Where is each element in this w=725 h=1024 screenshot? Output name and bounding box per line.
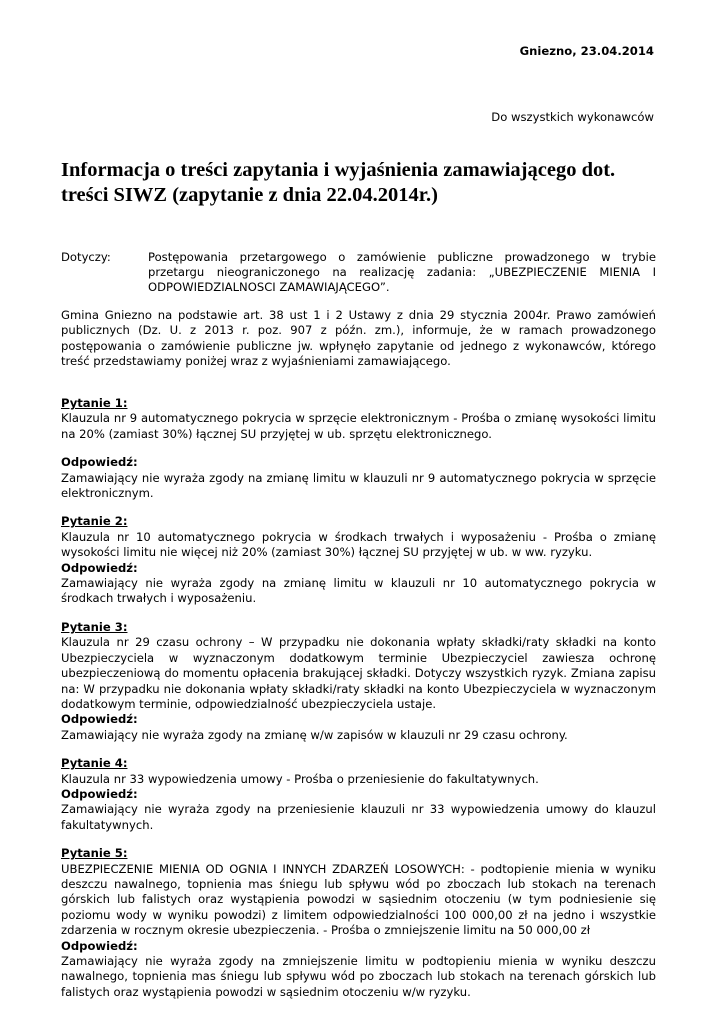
concerns-label: Dotyczy: <box>61 250 111 264</box>
answer-text: Zamawiający nie wyraża zgody na zmianę limitu w klauzuli nr 9 automatycznego pokrycia w sprzęcie elektronicznym. <box>61 470 656 501</box>
answer-text: Zamawiający nie wyraża zgody na zmianę w/w zapisów w klauzuli nr 29 czasu ochrony. <box>61 727 568 742</box>
answer-text: Zamawiający nie wyraża zgody na przeniesienie klauzuli nr 33 wypowiedzenia umowy do klauzul fakultatywnych. <box>61 802 656 832</box>
question-text: Klauzula nr 9 automatycznego pokrycia w sprzęcie elektronicznym - Prośba o zmianę wysokości limitu na 20% (zamiast 30%) łącznej SU przyjętej w ub. sprzętu elektronicznego. <box>61 411 656 441</box>
answer-label: Odpowiedź: <box>61 455 138 470</box>
answer-label: Odpowiedź: <box>61 786 138 801</box>
recipient-line: Do wszystkich wykonawców <box>491 110 654 124</box>
question-label: Pytanie 4: <box>61 756 128 771</box>
answer-label: Odpowiedź: <box>61 712 138 727</box>
answer-text: Zamawiający nie wyraża zgody na zmianę limitu w klauzuli nr 10 automatycznego pokrycia w środkach trwałych i wyposażeniu. <box>61 576 656 606</box>
answer-label: Odpowiedź: <box>61 938 138 953</box>
question-label: Pytanie 5: <box>61 846 128 861</box>
question-label: Pytanie 1: <box>61 396 128 410</box>
answer-label: Odpowiedź: <box>61 560 138 575</box>
question-label: Pytanie 2: <box>61 514 128 529</box>
question-text: Klauzula nr 29 czasu ochrony – W przypadku nie dokonania wpłaty składki/raty składki na konto Ubezpieczyciela w wyznaczonym dodatkowym terminie Ubezpieczyciel zawiesza ochronę ubezpieczeniową do momentu opłacenia brakującej składki. Dotyczy wszystkich ryzyk. Zmiana zapisu na: W przypadku nie dokonania wpłaty składki/raty składki na konto Ubezpieczyciela w wyznaczonym dodatkowym terminie, odpowiedzialność ubezpieczyciela ustaje. <box>61 635 656 711</box>
intro-paragraph: Gmina Gniezno na podstawie art. 38 ust 1 i 2 Ustawy z dnia 29 stycznia 2004r. Prawo zamówień publicznych (Dz. U. z 2013 r. poz. 907 z późn. zm.), informuje, że w ramach prowadzonego postępowania o zamówienie publiczne jw. wpłynęło zapytanie od jednego z wykonawców, którego treść przedstawiamy poniżej wraz z wyjaśnieniami zamawiającego. <box>61 308 656 369</box>
question-label: Pytanie 3: <box>61 619 128 634</box>
question-text: UBEZPIECZENIE MIENIA OD OGNIA I INNYCH ZDARZEŃ LOSOWYCH: - podtopienie mienia w wyniku deszczu nawalnego, topnienia mas śniegu lub spływu wód po zboczach lub stokach na terenach górskich lub falistych oraz wystąpienia powodzi w sąsiednim otoczeniu (w tym podniesienie się poziomu wody w wyniku powodzi) z limitem odpowiedzialności 100 000,00 zł na jedno i wszystkie zdarzenia w rocznym okresie ubezpieczenia. - Prośba o zmniejszenie limitu na 50 000,00 zł <box>61 861 656 938</box>
question-text: Klauzula nr 10 automatycznego pokrycia w środkach trwałych i wyposażeniu - Prośba o zmianę wysokości limitu nie więcej niż 20% (zamiast 30%) łącznej SU przyjętej w ub. w ww. ryzyku. <box>61 529 656 560</box>
document-title: Informacja o treści zapytania i wyjaśnienia zamawiającego dot. treści SIWZ (zapytanie z dnia 22.04.2014r.) <box>61 159 616 206</box>
document-date: Gniezno, 23.04.2014 <box>519 44 654 58</box>
concerns-text: Postępowania przetargowego o zamówienie publiczne prowadzonego w trybie przetargu nieograniczonego na realizację zadania: „UBEZPIECZENIE MIENIA I ODPOWIEDZIALNOSCI ZAMAWIAJĄCEGO”. <box>148 250 656 295</box>
questions-section <box>61 396 656 1000</box>
question-text: Klauzula nr 33 wypowiedzenia umowy - Prośba o przeniesienie do fakultatywnych. <box>61 771 539 786</box>
answer-text: Zamawiający nie wyraża zgody na zmniejszenie limitu w podtopieniu mienia w wyniku deszczu nawalnego, topnienia mas śniegu lub spływu wód po zboczach lub stokach na terenach górskich lub falistych oraz wystąpienia powodzi w sąsiednim otoczeniu w/w ryzyku. <box>61 954 656 999</box>
